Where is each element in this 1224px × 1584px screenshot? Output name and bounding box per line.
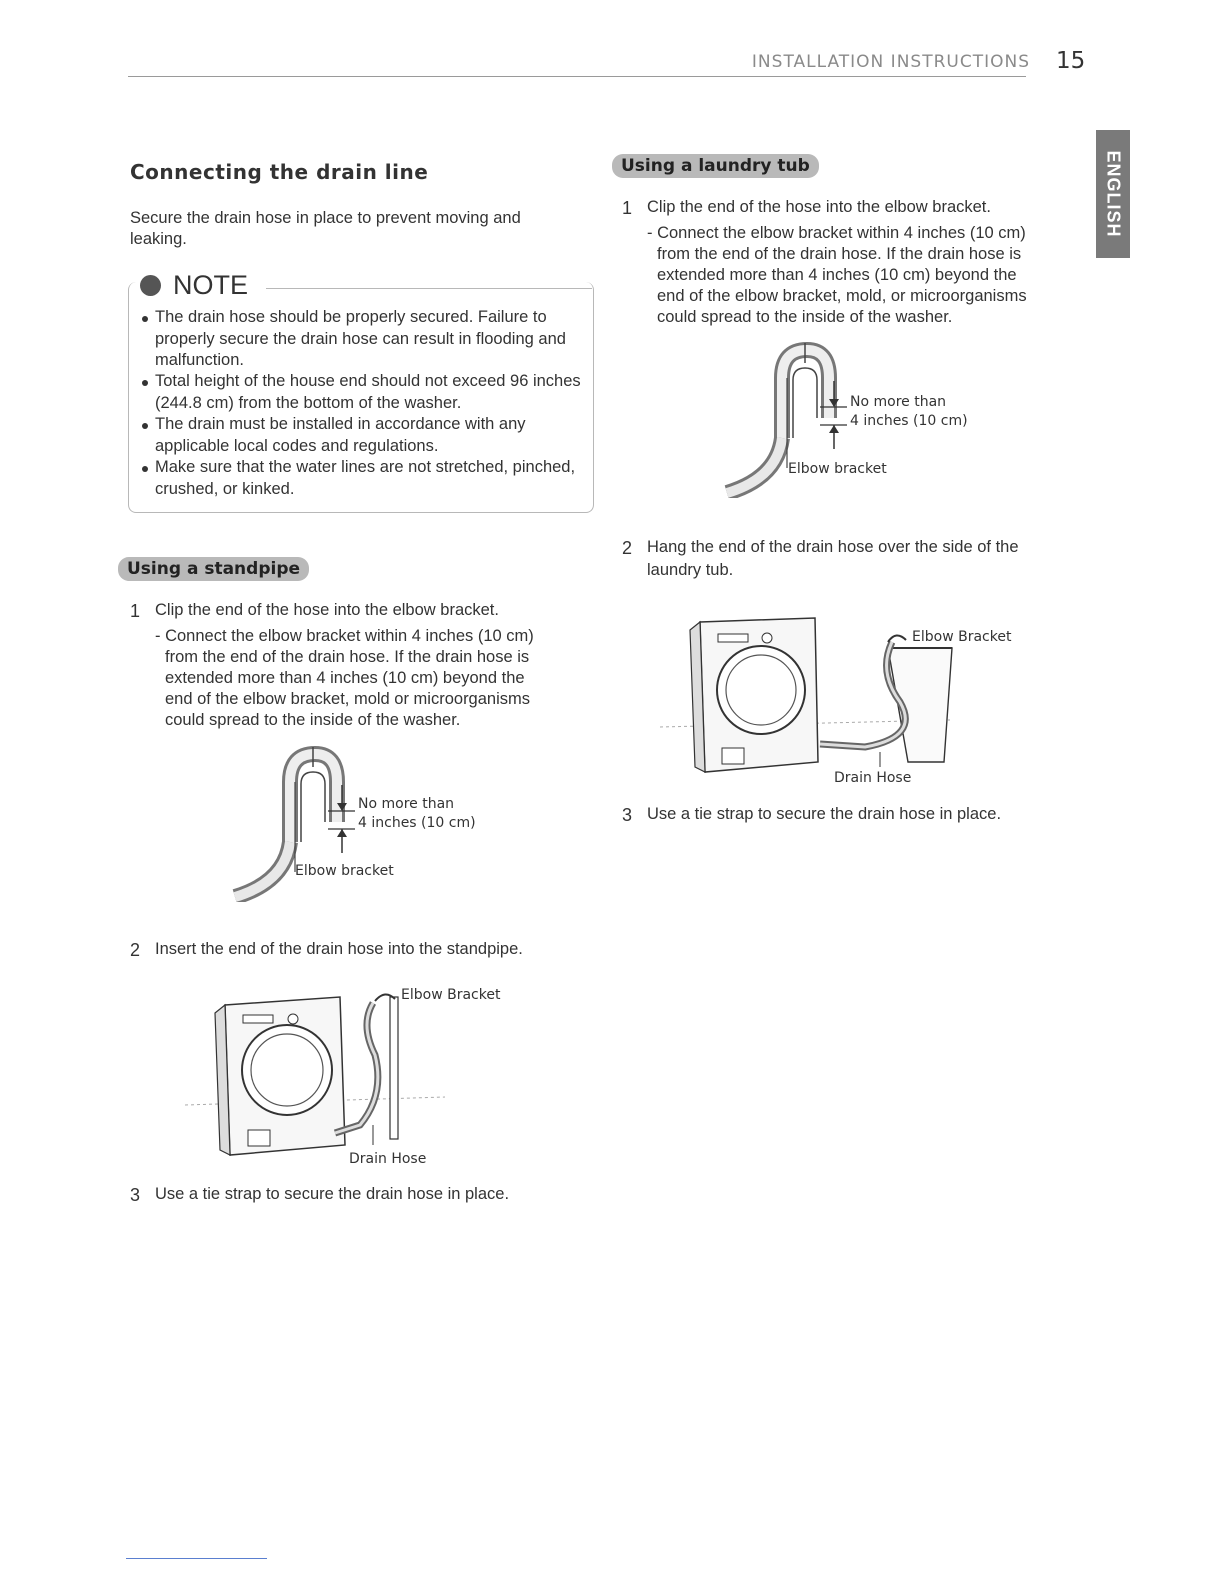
intro-line-2: leaking. [130, 230, 187, 248]
footer-rule [126, 1558, 267, 1559]
header-divider [128, 76, 1026, 77]
standpipe-step1-detail: extended more than 4 inches (10 cm) beyond the [165, 669, 525, 687]
bullet-icon [142, 466, 148, 472]
fig1-label-elbow: Elbow bracket [295, 863, 394, 879]
standpipe-heading: Using a standpipe [118, 557, 309, 581]
bullet-icon [142, 380, 148, 386]
note-title: NOTE [173, 270, 249, 300]
standpipe-step3-number: 3 [130, 1185, 141, 1205]
tub-measurement-arrows [817, 381, 847, 451]
tub-step1-number: 1 [622, 198, 633, 218]
note-item-text: The drain hose should be properly secured. Failure to properly secure the drain hose can result in flooding and malfunction. [155, 308, 566, 369]
fig2-label-elbow: Elbow Bracket [401, 987, 501, 1003]
note-item-text: The drain must be installed in accordance with any applicable local codes and regulations. [155, 415, 526, 455]
note-box-top-line [266, 288, 592, 289]
tub-fig1-label-elbow: Elbow bracket [788, 461, 887, 477]
tub-step1-text: Clip the end of the hose into the elbow bracket. [647, 198, 991, 216]
tub-step2-text: laundry tub. [647, 561, 734, 579]
standpipe-step1-detail: - Connect the elbow bracket within 4 inches (10 cm) [155, 627, 534, 645]
running-header-title: INSTALLATION INSTRUCTIONS [751, 52, 1030, 72]
standpipe-step1-text: Clip the end of the hose into the elbow bracket. [155, 601, 499, 619]
tub-fig2-label-elbow: Elbow Bracket [912, 629, 1012, 645]
tub-step3-text: Use a tie strap to secure the drain hose in place. [647, 805, 1002, 823]
tub-step2-text: Hang the end of the drain hose over the side of the [647, 538, 1019, 556]
note-item-text: Make sure that the water lines are not stretched, pinched, crushed, or kinked. [155, 458, 576, 498]
fig1-label-limit: No more than [358, 796, 455, 812]
standpipe-step2-text: Insert the end of the drain hose into the standpipe. [155, 940, 523, 958]
language-tab [1096, 130, 1130, 258]
tub-fig1-label-distance: 4 inches (10 cm) [850, 413, 968, 429]
tub-step3-number: 3 [622, 805, 633, 825]
page-number: 15 [1056, 48, 1086, 74]
intro-line-1: Secure the drain hose in place to prevent moving and [130, 209, 521, 227]
laundry-tub-heading: Using a laundry tub [612, 154, 819, 178]
tub-step1-detail: extended more than 4 inches (10 cm) beyond the [657, 266, 1017, 284]
bullet-icon [142, 316, 148, 322]
measurement-arrows [325, 785, 355, 855]
note-item-text: Total height of the house end should not exceed 96 inches (244.8 cm) from the bottom of the washer. [155, 372, 581, 412]
standpipe-step1-detail: end of the elbow bracket, mold or microorganisms [165, 690, 530, 708]
note-heading [140, 270, 254, 301]
section-title: Connecting the drain line [130, 160, 429, 184]
washer-standpipe-illustration [185, 985, 465, 1170]
bullet-icon [142, 423, 148, 429]
tub-step1-detail: end of the elbow bracket, mold, or microorganisms [657, 287, 1027, 305]
standpipe-step1-detail: could spread to the inside of the washer. [165, 711, 461, 729]
standpipe-step1-detail: from the end of the drain hose. If the drain hose is [165, 648, 530, 666]
standpipe-step2-number: 2 [130, 940, 141, 960]
tub-step1-detail: from the end of the drain hose. If the drain hose is [657, 245, 1022, 263]
language-tab-label: ENGLISH [1103, 150, 1124, 238]
fig2-label-hose: Drain Hose [349, 1151, 427, 1167]
tub-step2-number: 2 [622, 538, 633, 558]
tub-step1-detail: - Connect the elbow bracket within 4 inches (10 cm) [647, 224, 1026, 242]
standpipe-step1-number: 1 [130, 601, 141, 621]
standpipe-step3-text: Use a tie strap to secure the drain hose in place. [155, 1185, 510, 1203]
fig1-label-distance: 4 inches (10 cm) [358, 815, 476, 831]
tub-fig2-label-hose: Drain Hose [834, 770, 912, 786]
tub-fig1-label-limit: No more than [850, 394, 947, 410]
info-icon [140, 275, 161, 296]
tub-step1-detail: could spread to the inside of the washer. [657, 308, 953, 326]
